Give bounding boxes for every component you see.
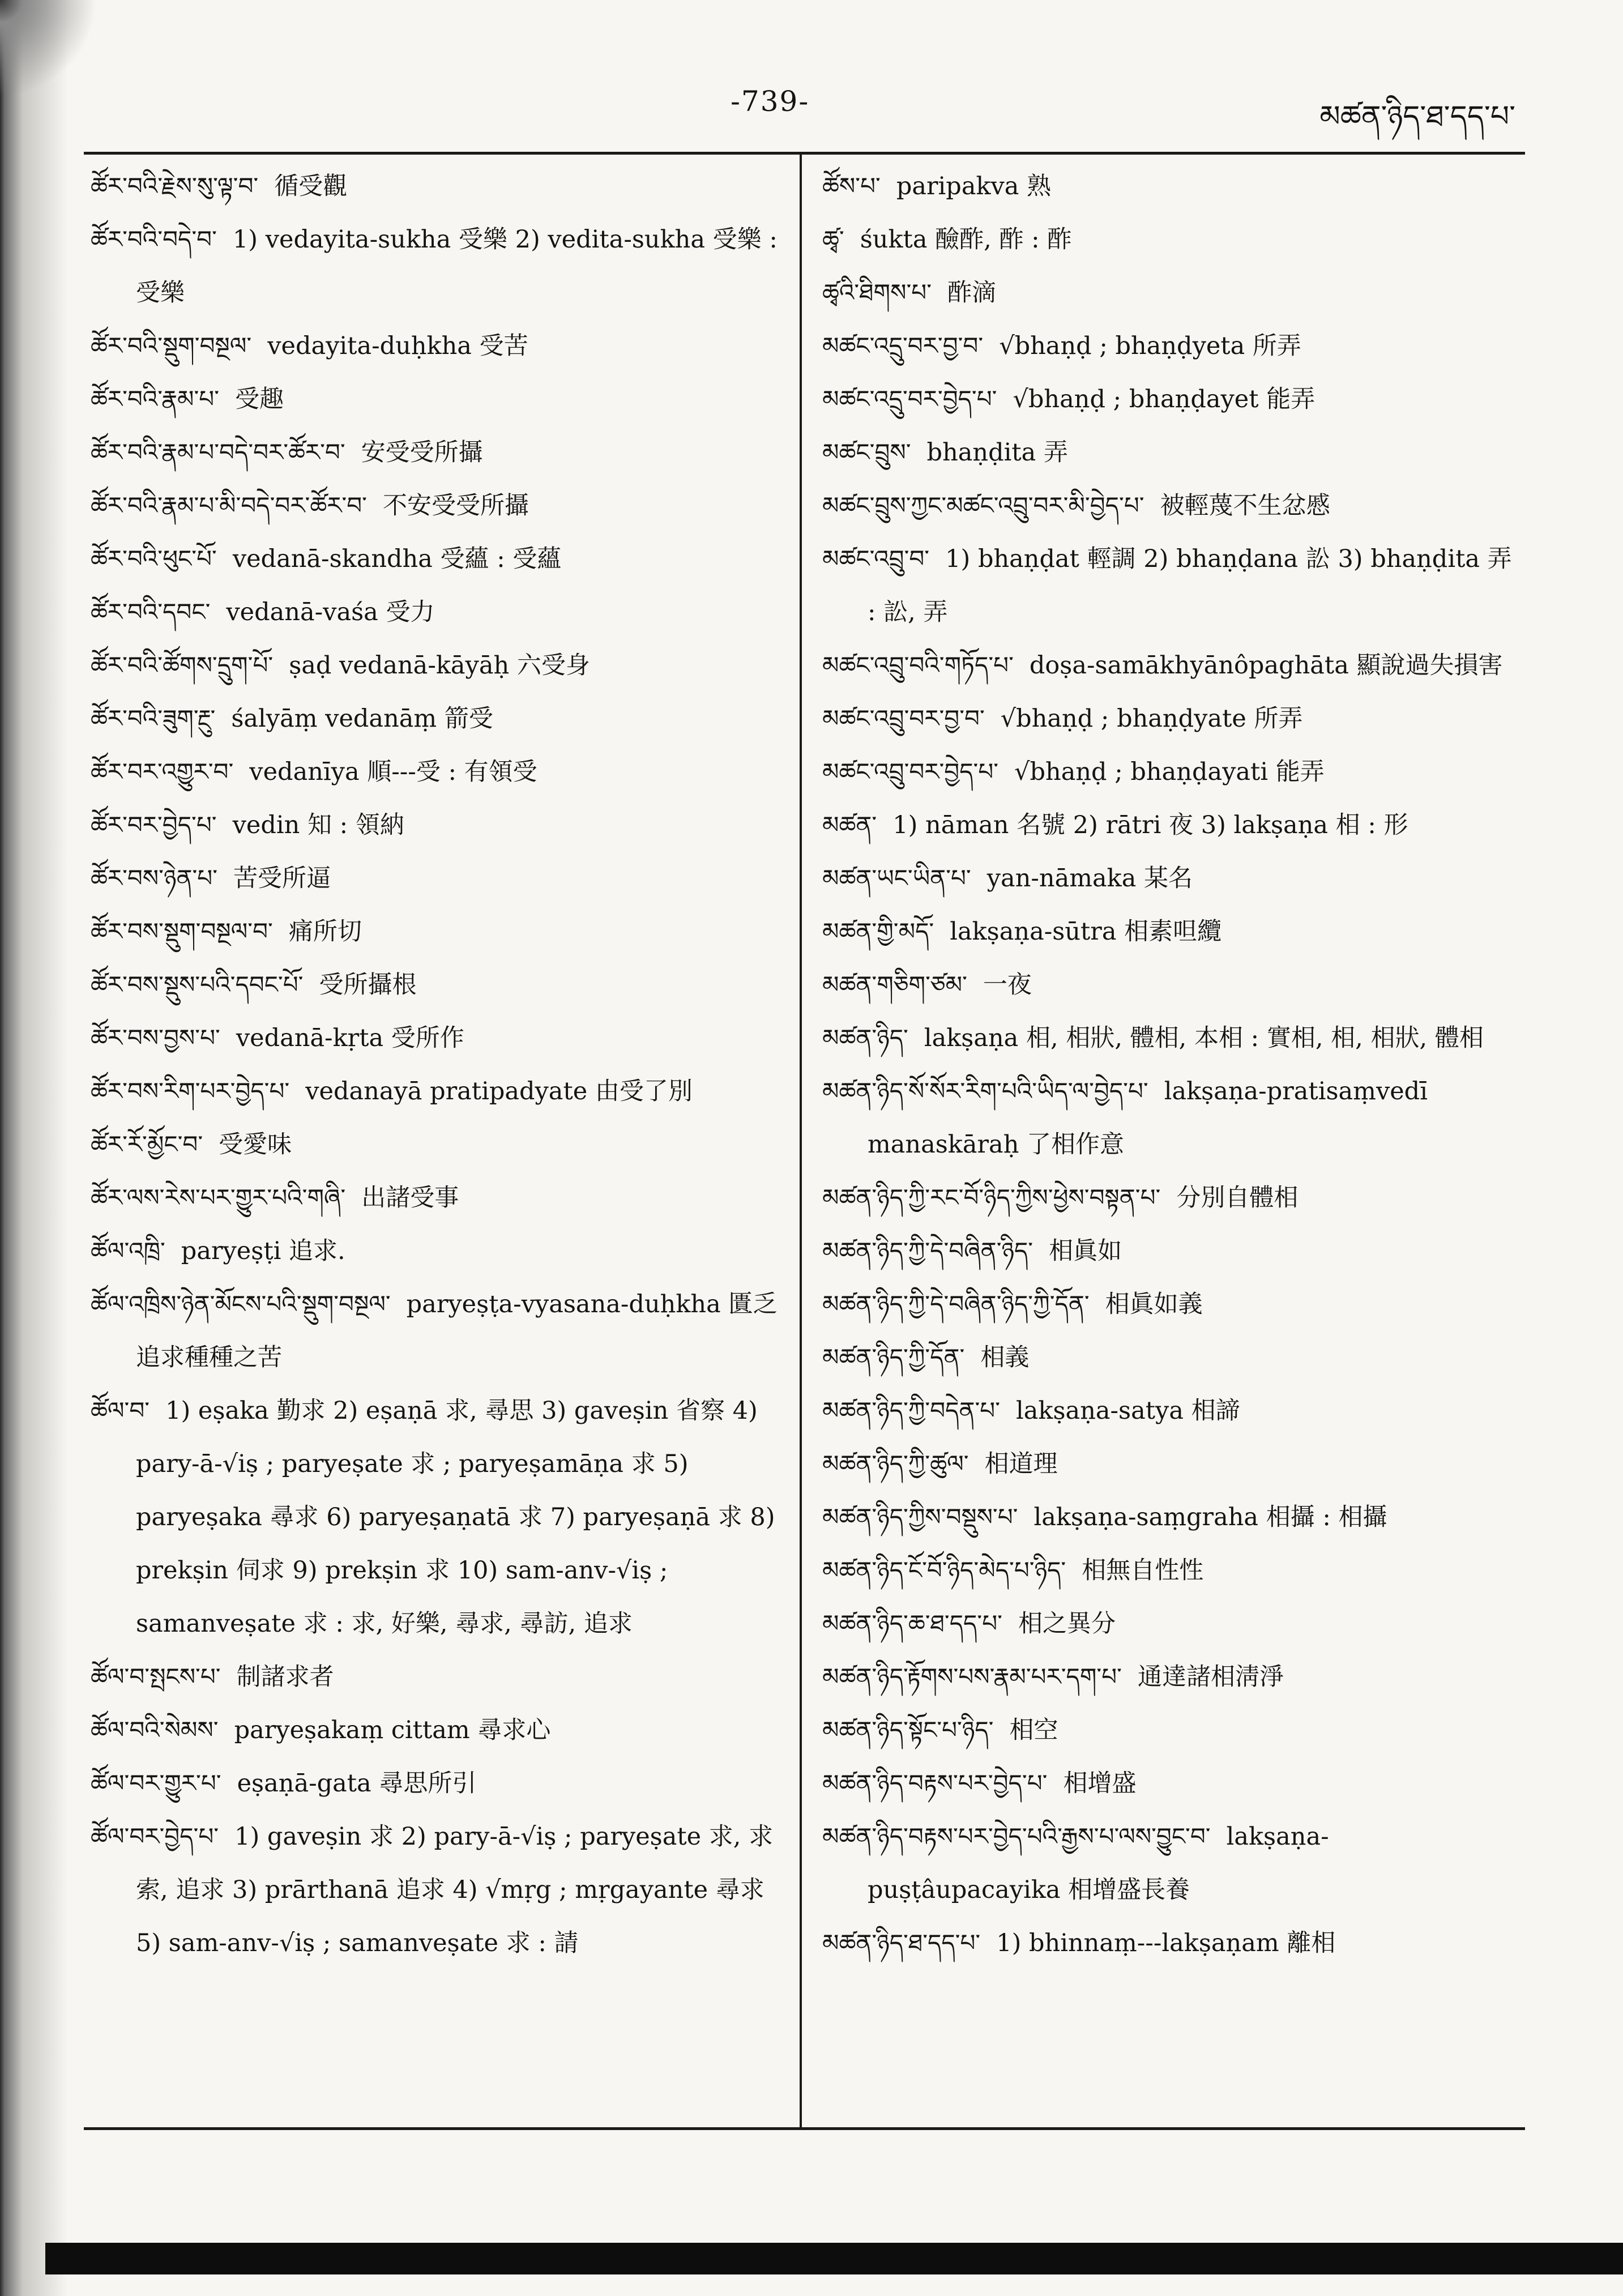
tibetan-headword: མཚན་ཉིད་ངོ་བོ་ཉིད་མེད་པ་ཉིད་	[822, 1556, 1066, 1584]
tibetan-headword: ཚོལ་བར་བྱེད་པ་	[91, 1823, 219, 1850]
dictionary-entry	[822, 852, 1516, 905]
dictionary-entry	[822, 426, 1516, 479]
entry-gloss: √bhaṇḍ ; bhaṇḍyeta 所弄	[999, 332, 1301, 360]
entry-gloss: 1) eṣaka 勤求 2) eṣaṇā 求, 尋思 3) gaveṣin 省察 4) pary-ā-√iṣ ; paryeṣate 求 ; paryeṣamāṇa 求 5) paryeṣaka 尋求 6) paryeṣaṇatā 求 7) paryeṣaṇā 求 8) prekṣin 伺求 9) prekṣin 求 10) sam-anv-√iṣ ; samanveṣate 求 : 求, 好樂, 尋求, 尋訪, 追求	[136, 1397, 775, 1638]
tibetan-headword: ཚྭའི་ཐིགས་པ་	[822, 279, 932, 306]
tibetan-headword: མཚང་བྲུས་	[822, 438, 911, 466]
dictionary-entry	[822, 745, 1516, 799]
entry-gloss: √bhaṇḍ ; bhaṇḍayet 能弄	[1013, 385, 1316, 413]
dictionary-entry	[822, 905, 1516, 958]
entry-gloss: lakṣaṇa-satya 相諦	[1016, 1397, 1240, 1425]
tibetan-headword: ཚོར་བར་འགྱུར་བ་	[91, 758, 234, 786]
entry-gloss: vedanayā pratipadyate 由受了別	[305, 1077, 693, 1106]
entry-gloss: 相空	[1009, 1716, 1058, 1744]
tibetan-headword: ཚོར་རོ་མྱོང་བ་	[91, 1130, 203, 1158]
entry-gloss: 1) bhinnaṃ---lakṣaṇam 離相	[996, 1929, 1336, 1957]
dictionary-entry	[91, 639, 784, 692]
tibetan-headword: ཚོར་བས་སྡུས་པའི་དབང་པོ་	[91, 971, 304, 998]
tibetan-headword: ཚོར་བའི་སྡུག་བསྔལ་	[91, 332, 252, 360]
scan-bottom-edge	[45, 2243, 1623, 2274]
entry-gloss: paripakva 熟	[896, 172, 1052, 200]
entry-gloss: 安受受所攝	[361, 438, 483, 467]
dictionary-entry	[822, 692, 1516, 745]
dictionary-entry	[91, 1012, 784, 1065]
tibetan-headword: མཚན་ཉིད་ཀྱི་ཚུལ་	[822, 1450, 969, 1478]
tibetan-headword: མཚང་འབྲུ་བར་བྱེད་པ་	[822, 758, 999, 786]
tibetan-headword: མཚན་ཉིད་ཀྱི་དེ་བཞིན་ཉིད་	[822, 1237, 1033, 1265]
tibetan-headword: མཚན་ཉིད་སོ་སོར་རིག་པའི་ཡིད་ལ་བྱེད་པ་	[822, 1077, 1148, 1105]
tibetan-headword: ཚོར་བར་བྱེད་པ་	[91, 811, 217, 839]
dictionary-entry	[822, 958, 1516, 1012]
dictionary-entry	[91, 692, 784, 745]
tibetan-headword: མཚན་ཉིད་ཀྱིས་བསྡུས་པ་	[822, 1503, 1018, 1531]
dictionary-entry	[822, 479, 1516, 532]
entry-gloss: lakṣaṇa 相, 相狀, 體相, 本相 : 實相, 相, 相狀, 體相	[924, 1024, 1484, 1052]
tibetan-headword: ཚོར་བའི་རྣམ་པ་བདེ་བར་ཚོར་བ་	[91, 438, 345, 466]
page-number: -739-	[731, 85, 810, 118]
tibetan-headword: མཚང་བྲུས་ཀྱང་མཚང་འབྲུ་བར་མི་བྱེད་པ་	[822, 492, 1144, 519]
dictionary-entry	[822, 1917, 1516, 1970]
tibetan-headword: མཚང་འབྲུ་བར་བྱ་བ་	[822, 705, 985, 732]
column-divider	[800, 153, 802, 2128]
entry-gloss: 相眞如義	[1105, 1290, 1203, 1318]
entry-gloss: 分別自體相	[1176, 1184, 1299, 1212]
tibetan-headword: མཚན་ཉིད་བརྟས་པར་བྱེད་པའི་རྒྱས་པ་ལས་བྱུང་བ་	[822, 1823, 1211, 1850]
dictionary-entry	[91, 160, 784, 213]
entry-gloss: 受愛味	[219, 1130, 292, 1159]
dictionary-entry	[91, 1118, 784, 1171]
entry-gloss: paryeṣṭa-vyasana-duḥkha 匱乏追求種種之苦	[136, 1290, 778, 1372]
tibetan-headword: ཚོར་བའི་བདེ་བ་	[91, 225, 217, 253]
dictionary-entry	[91, 1810, 784, 1970]
dictionary-entry	[91, 213, 784, 319]
dictionary-entry	[91, 1650, 784, 1704]
tibetan-headword: ཚོར་བའི་རྗེས་སུ་ལྟ་བ་	[91, 172, 259, 200]
tibetan-headword: ཚྭ་	[822, 225, 844, 253]
tibetan-headword: མཚང་འདྲུ་བར་བྱེད་པ་	[822, 385, 997, 413]
tibetan-headword: ཚོར་བའི་རྣམ་པ་མི་བདེ་བར་ཚོར་བ་	[91, 492, 367, 519]
dictionary-entry	[91, 1224, 784, 1278]
entry-gloss: 相無自性性	[1082, 1556, 1204, 1585]
dictionary-entry	[91, 426, 784, 479]
dictionary-entry	[91, 479, 784, 532]
tibetan-headword: ཚོལ་བ་	[91, 1397, 150, 1424]
dictionary-entry	[91, 958, 784, 1012]
entry-gloss: lakṣaṇa-puṣṭâupacayika 相增盛長養	[868, 1823, 1329, 1904]
dictionary-entry	[91, 1757, 784, 1810]
entry-gloss: 酢滴	[947, 279, 997, 307]
footer-rule	[84, 2127, 1525, 2130]
tibetan-headword: མཚན་ཉིད་ཀྱི་རང་བོ་ཉིད་ཀྱིས་ཕྱེས་བསྟན་པ་	[822, 1184, 1161, 1211]
dictionary-entry	[822, 1650, 1516, 1704]
running-head: མཚན་ཉིད་ཐ་དད་པ་	[1319, 100, 1515, 134]
entry-gloss: lakṣaṇa-sūtra 相素呾纜	[950, 917, 1222, 946]
entry-gloss: 被輕蔑不生忿慼	[1160, 492, 1331, 520]
tibetan-headword: ཚོལ་འཁྲི་	[91, 1237, 165, 1265]
entry-gloss: lakṣaṇa-saṃgraha 相攝 : 相攝	[1033, 1503, 1387, 1531]
tibetan-headword: མཚན་ཉིད་ཀྱི་དེ་བཞིན་ཉིད་ཀྱི་དོན་	[822, 1290, 1090, 1318]
entry-gloss: bhaṇḍita 弄	[926, 438, 1068, 467]
entry-gloss: 相道理	[984, 1450, 1058, 1478]
entry-gloss: śukta 醶酢, 酢 : 酢	[860, 225, 1072, 254]
left-column	[91, 160, 784, 1970]
tibetan-headword: ཚོལ་བའི་སེམས་	[91, 1716, 219, 1744]
dictionary-entry	[91, 1384, 784, 1650]
entry-gloss: 受所攝根	[319, 971, 417, 999]
entry-gloss: yan-nāmaka 某名	[986, 864, 1193, 893]
dictionary-entry	[91, 532, 784, 586]
entry-gloss: 相義	[980, 1343, 1030, 1372]
dictionary-entry	[822, 319, 1516, 373]
dictionary-entry	[91, 319, 784, 373]
dictionary-entry	[91, 1171, 784, 1224]
dictionary-entry	[822, 1810, 1516, 1917]
dictionary-entry	[91, 852, 784, 905]
entry-gloss: 1) gaveṣin 求 2) pary-ā-√iṣ ; paryeṣate 求, 求索, 追求 3) prārthanā 追求 4) √mṛg ; mṛgayante 尋求 5) sam-anv-√iṣ ; samanveṣate 求 : 請	[136, 1823, 774, 1957]
tibetan-headword: མཚང་འབྲུ་བ་	[822, 545, 930, 573]
entry-gloss: eṣaṇā-gata 尋思所引	[237, 1769, 477, 1798]
entry-gloss: 相之異分	[1018, 1610, 1116, 1638]
tibetan-headword: ཚོར་བས་ཉེན་པ་	[91, 864, 218, 892]
tibetan-headword: ཚོར་བའི་རྣམ་པ་	[91, 385, 220, 413]
right-column	[822, 160, 1516, 1970]
tibetan-headword: མཚང་འདྲུ་བར་བྱ་བ་	[822, 332, 984, 360]
entry-gloss: vedanā-vaśa 受力	[226, 598, 435, 626]
dictionary-entry	[822, 1597, 1516, 1650]
tibetan-headword: ཚོར་བའི་ཟུག་རྔུ་	[91, 705, 216, 732]
dictionary-entry	[822, 1544, 1516, 1597]
tibetan-headword: མཚན་གྱི་མདོ་	[822, 917, 934, 945]
entry-gloss: ṣaḍ vedanā-kāyāḥ 六受身	[289, 651, 590, 680]
entry-gloss: vedin 知 : 領納	[232, 811, 404, 839]
tibetan-headword: མཚན་ཉིད་ཀྱི་དོན་	[822, 1343, 965, 1371]
entry-gloss: √bhaṇḍ ; bhaṇḍayati 能弄	[1014, 758, 1325, 786]
dictionary-entry	[91, 1065, 784, 1118]
tibetan-headword: མཚང་འབྲུ་བའི་གཏོད་པ་	[822, 651, 1014, 679]
tibetan-headword: ཚོར་ལས་རེས་པར་གྱུར་པའི་གཞི་	[91, 1184, 346, 1211]
tibetan-headword: ཚོར་བས་རིག་པར་བྱེད་པ་	[91, 1077, 290, 1105]
tibetan-headword: མཚན་ཉིད་ཆ་ཐ་དད་པ་	[822, 1610, 1002, 1637]
entry-gloss: paryeṣṭi 追求.	[181, 1237, 345, 1265]
dictionary-entry	[822, 1065, 1516, 1171]
tibetan-headword: མཚན་ཉིད་རྟོགས་པས་རྣམ་པར་དག་པ་	[822, 1663, 1122, 1691]
dictionary-entry	[822, 1171, 1516, 1224]
entry-gloss: 相眞如	[1049, 1237, 1122, 1265]
tibetan-headword: ཚོར་བའི་ཚོགས་དྲུག་པོ་	[91, 651, 274, 679]
entry-gloss: 通達諸相淸淨	[1138, 1663, 1284, 1691]
entry-gloss: 受趣	[235, 385, 284, 413]
dictionary-entry	[822, 1278, 1516, 1331]
dictionary-entry	[822, 1384, 1516, 1437]
dictionary-entry	[91, 1704, 784, 1757]
dictionary-entry	[822, 1491, 1516, 1544]
dictionary-entry	[91, 1278, 784, 1384]
tibetan-headword: མཚན་གཅིག་ཙམ་	[822, 971, 967, 998]
dictionary-entry	[91, 745, 784, 799]
dictionary-entry	[822, 639, 1516, 692]
tibetan-headword: མཚན་ཉིད་ཀྱི་བདེན་པ་	[822, 1397, 1001, 1424]
dictionary-entry	[822, 213, 1516, 266]
tibetan-headword: མཚན་ཉིད་བརྟས་པར་བྱེད་པ་	[822, 1769, 1048, 1797]
tibetan-headword: མཚན་ཉིད་སྟོང་པ་ཉིད་	[822, 1716, 994, 1744]
dictionary-entry	[822, 532, 1516, 639]
dictionary-entry	[91, 373, 784, 426]
header-rule	[84, 152, 1525, 155]
entry-gloss: paryeṣakaṃ cittam 尋求心	[234, 1716, 551, 1744]
dictionary-entry	[822, 1224, 1516, 1278]
book-spine-corner-shadow	[0, 0, 102, 102]
tibetan-headword: མཚན་ཉིད་	[822, 1024, 908, 1052]
entry-gloss: vedanā-kṛta 受所作	[236, 1024, 464, 1052]
entry-gloss: vedanīya 順---受 : 有領受	[249, 758, 537, 786]
entry-gloss: 苦受所逼	[233, 864, 331, 893]
entry-gloss: 一夜	[983, 971, 1032, 999]
dictionary-entry	[91, 799, 784, 852]
entry-gloss: doṣa-samākhyānôpaghāta 顯說過失損害	[1029, 651, 1503, 680]
dictionary-entry	[822, 1331, 1516, 1384]
entry-gloss: 制諸求者	[236, 1663, 334, 1691]
tibetan-headword: ཚོལ་བ་སྤངས་པ་	[91, 1663, 221, 1691]
entry-gloss: √bhaṇḍ ; bhaṇḍyate 所弄	[1000, 705, 1303, 733]
entry-gloss: 痛所切	[288, 917, 362, 946]
entry-gloss: 1) vedayita-sukha 受樂 2) vedita-sukha 受樂 : 受樂	[136, 225, 778, 307]
dictionary-entry	[822, 1012, 1516, 1065]
tibetan-headword: མཚན་	[822, 811, 877, 839]
tibetan-headword: ཚོར་བའི་དབང་	[91, 598, 211, 626]
entry-gloss: lakṣaṇa-pratisaṃvedī manaskāraḥ 了相作意	[868, 1077, 1428, 1159]
tibetan-headword: ཚོར་བས་སྡུག་བསྔལ་བ་	[91, 917, 273, 945]
entry-gloss: 循受觀	[274, 172, 348, 200]
tibetan-headword: མཚན་ཡང་ཡིན་པ་	[822, 864, 971, 892]
entry-gloss: vedanā-skandha 受蘊 : 受蘊	[232, 545, 562, 573]
dictionary-entry	[91, 905, 784, 958]
tibetan-headword: མཚན་ཉིད་ཐ་དད་པ་	[822, 1929, 981, 1957]
dictionary-entry	[91, 586, 784, 639]
tibetan-headword: ཚོལ་བར་གྱུར་པ་	[91, 1769, 221, 1797]
dictionary-entry	[822, 160, 1516, 213]
dictionary-entry	[822, 1757, 1516, 1810]
dictionary-entry	[822, 1704, 1516, 1757]
dictionary-entry	[822, 266, 1516, 319]
tibetan-headword: ཚོས་པ་	[822, 172, 881, 200]
entry-gloss: 1) nāman 名號 2) rātri 夜 3) lakṣaṇa 相 : 形	[892, 811, 1408, 839]
tibetan-headword: ཚོར་བའི་ཕུང་པོ་	[91, 545, 217, 573]
dictionary-entry	[822, 373, 1516, 426]
dictionary-entry	[822, 799, 1516, 852]
entry-gloss: 相增盛	[1063, 1769, 1137, 1798]
entry-gloss: 不安受受所攝	[382, 492, 529, 520]
tibetan-headword: ཚོར་བས་བྱས་པ་	[91, 1024, 220, 1052]
entry-gloss: śalyāṃ vedanāṃ 箭受	[231, 705, 493, 733]
tibetan-headword: ཚོལ་འཁྲིས་ཉེན་མོངས་པའི་སྡུག་བསྔལ་	[91, 1290, 391, 1318]
entry-gloss: vedayita-duḥkha 受苦	[267, 332, 528, 360]
entry-gloss: 1) bhaṇḍat 輕調 2) bhaṇḍana 訟 3) bhaṇḍita 弄 : 訟, 弄	[868, 545, 1512, 626]
entry-gloss: 出諸受事	[361, 1184, 459, 1212]
dictionary-entry	[822, 1437, 1516, 1491]
book-spine-shadow	[0, 0, 68, 2296]
